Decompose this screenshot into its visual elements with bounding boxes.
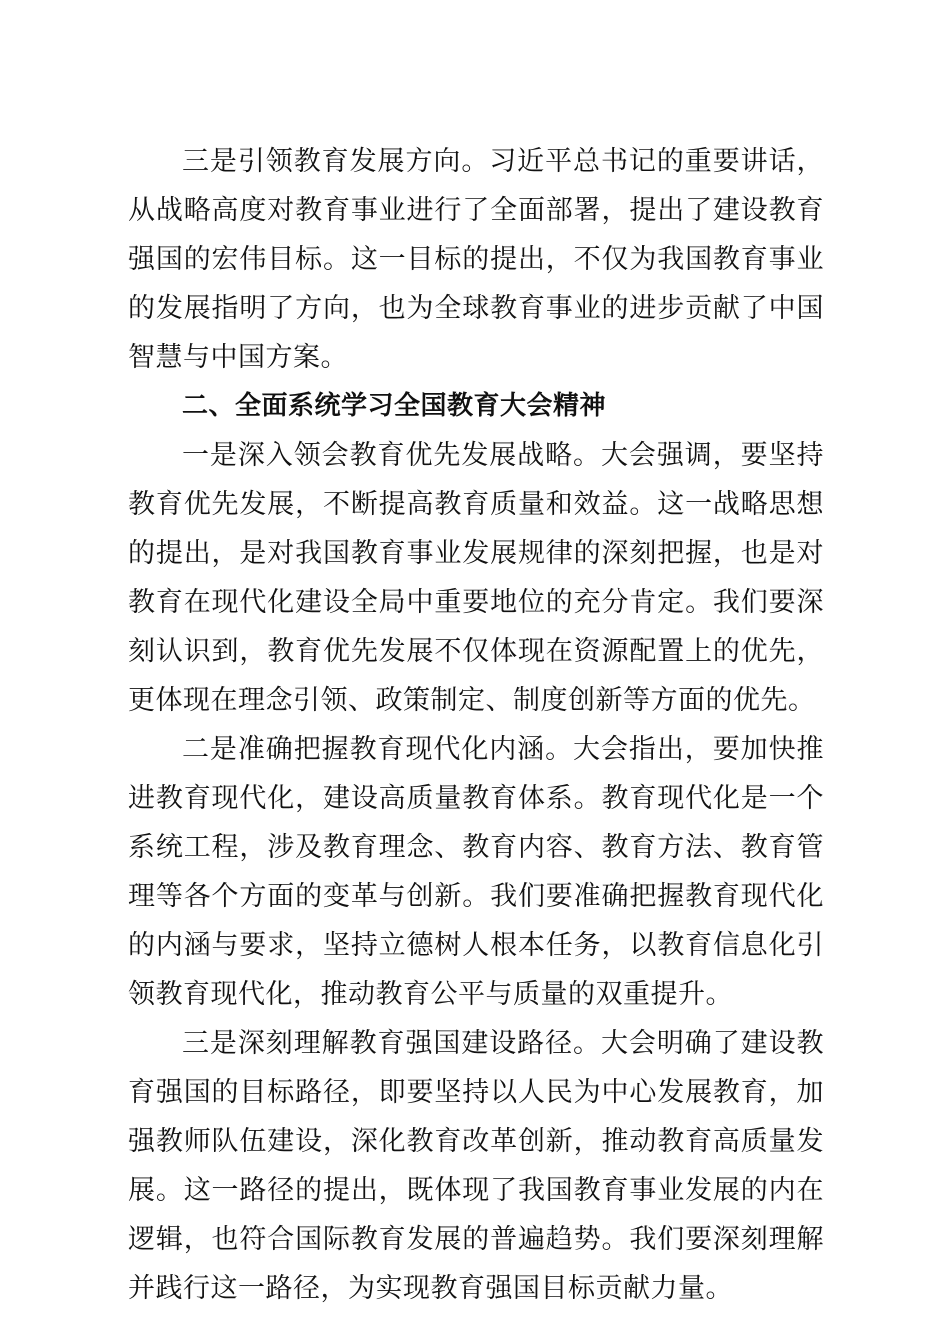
- paragraph-modernization: [128, 725, 824, 1019]
- paragraph-lead: 三是深刻理解教育强国建设路径。: [182, 1028, 601, 1059]
- document-body: [128, 137, 824, 1313]
- paragraph-text: 大会指出，要加快推进教育现代化，建设高质量教育体系。教育现代化是一个系统工程，涉及教育理念、教育内容、教育方法、教育管理等各个方面的变革与创新。我们要准确把握教育现代化的内涵与要求，坚持立德树人根本任务，以教育信息化引领教育现代化，推动教育公平与质量的双重提升。: [128, 734, 825, 1010]
- paragraph-text: 习近平总书记的重要讲话，从战略高度对教育事业进行了全面部署，提出了建设教育强国的宏伟目标。这一目标的提出，不仅为我国教育事业的发展指明了方向，也为全球教育事业的进步贡献了中国智慧与中国方案。: [128, 146, 824, 373]
- paragraph-lead: 三是引领教育发展方向。: [182, 146, 490, 177]
- paragraph-text: 大会明确了建设教育强国的目标路径，即要坚持以人民为中心发展教育，加强教师队伍建设，深化教育改革创新，推动教育高质量发展。这一路径的提出，既体现了我国教育事业发展的内在逻辑，也符合国际教育发展的普遍趋势。我们要深刻理解并践行这一路径，为实现教育强国目标贡献力量。: [128, 1028, 825, 1304]
- section-heading: 二、全面系统学习全国教育大会精神: [182, 391, 607, 421]
- paragraph-priority-strategy: [128, 431, 824, 725]
- paragraph-direction: [128, 137, 824, 382]
- paragraph-lead: 一是深入领会教育优先发展战略。: [182, 440, 601, 471]
- paragraph-lead: 二是准确把握教育现代化内涵。: [182, 734, 574, 765]
- paragraph-text: 大会强调，要坚持教育优先发展，不断提高教育质量和效益。这一战略思想的提出，是对我国教育事业发展规律的深刻把握，也是对教育在现代化建设全局中重要地位的充分肯定。我们要深刻认识到，教育优先发展不仅体现在资源配置上的优先，更体现在理念引领、政策制定、制度创新等方面的优先。: [128, 440, 825, 716]
- paragraph-construction-path: [128, 1019, 824, 1313]
